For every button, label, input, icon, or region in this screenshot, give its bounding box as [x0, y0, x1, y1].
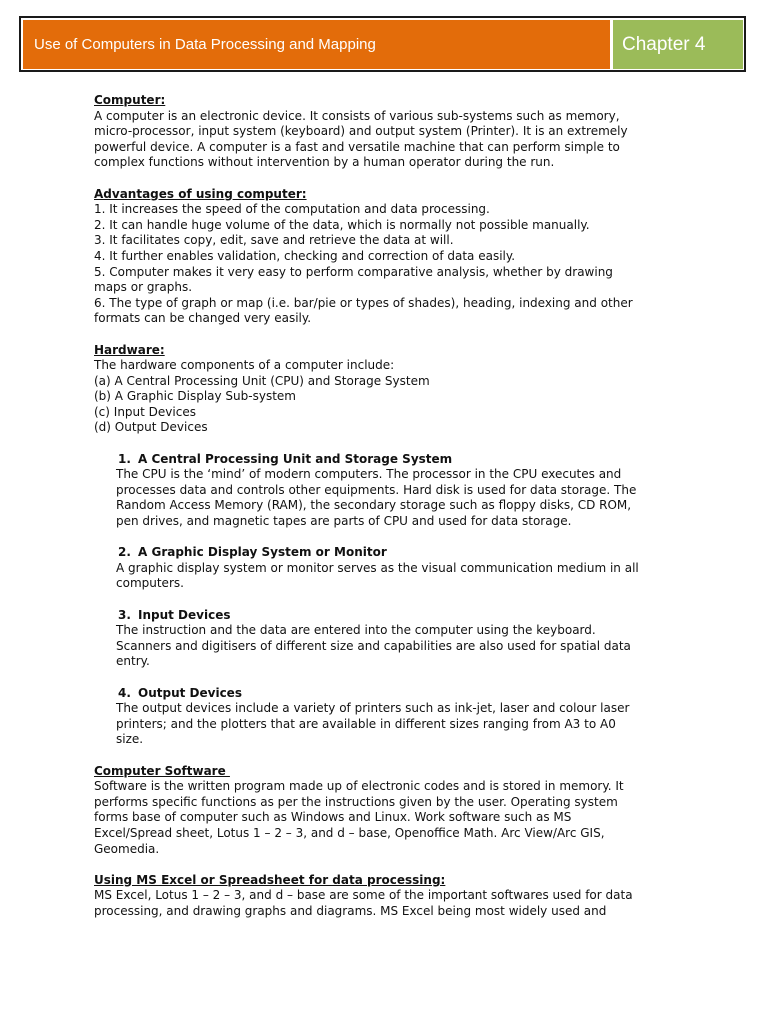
paragraph-line: computers. — [116, 576, 184, 591]
list-item: 1. It increases the speed of the computation and data processing. — [94, 202, 490, 217]
paragraph-line: Software is the written program made up of electronic codes and is stored in memory. It — [94, 779, 624, 794]
subsection-heading-cpu: 1. A Central Processing Unit and Storage System — [118, 451, 453, 466]
paragraph-line: processes data and controls other equipments. Hard disk is used for data storage. The — [116, 482, 637, 497]
list-item: (b) A Graphic Display Sub-system — [94, 389, 296, 404]
paragraph-line: size. — [116, 732, 144, 747]
section-heading-advantages: Advantages of using computer: — [94, 186, 307, 201]
list-item: 4. It further enables validation, checking and correction of data easily. — [94, 248, 516, 263]
subsection-heading-output: 4. Output Devices — [118, 685, 242, 700]
subsection-heading-input: 3. Input Devices — [118, 607, 231, 622]
list-item: 5. Computer makes it very easy to perform comparative analysis, whether by drawing — [94, 264, 613, 279]
chapter-number: Chapter 4 — [613, 20, 743, 69]
paragraph-line: processing, and drawing graphs and diagrams. MS Excel being most widely used and — [94, 903, 607, 918]
paragraph-line: Geomedia. — [94, 841, 160, 856]
paragraph-line: powerful device. A computer is a fast and versatile machine that can perform simple to — [94, 139, 620, 154]
paragraph-line: The instruction and the data are entered into the computer using the keyboard. — [116, 623, 596, 638]
paragraph-line: performs specific functions as per the instructions given by the user. Operating system — [94, 794, 618, 809]
paragraph-line: printers; and the plotters that are available in different sizes ranging from A3 to A0 — [116, 716, 616, 731]
list-item: formats can be changed very easily. — [94, 311, 312, 326]
paragraph-line: The CPU is the ‘mind’ of modern computers. The processor in the CPU executes and — [116, 467, 622, 482]
paragraph-line: Random Access Memory (RAM), the secondary storage such as floppy disks, CD ROM, — [116, 498, 632, 513]
list-item: maps or graphs. — [94, 280, 193, 295]
paragraph-line: Scanners and digitisers of different size and capabilities are also used for spatial data — [116, 638, 631, 653]
paragraph-line: MS Excel, Lotus 1 – 2 – 3, and d – base are some of the important softwares used for data — [94, 888, 633, 903]
list-item: (d) Output Devices — [94, 420, 208, 435]
list-item: (c) Input Devices — [94, 404, 196, 419]
paragraph-line: micro-processor, input system (keyboard) and output system (Printer). It is an extremely — [94, 124, 628, 139]
paragraph-line: entry. — [116, 654, 150, 669]
document-body — [94, 93, 684, 919]
section-heading-hardware: Hardware: — [94, 342, 165, 357]
paragraph-line: The hardware components of a computer include: — [94, 358, 395, 373]
section-heading-computer: Computer: — [94, 93, 166, 107]
list-item: (a) A Central Processing Unit (CPU) and Storage System — [94, 373, 430, 388]
paragraph-line: Excel/Spread sheet, Lotus 1 – 2 – 3, and d – base, Openoffice Math. Arc View/Arc GIS, — [94, 825, 605, 840]
paragraph-line: The output devices include a variety of printers such as ink-jet, laser and colour laser — [116, 701, 630, 716]
paragraph-line: A computer is an electronic device. It consists of various sub-systems such as memory, — [94, 108, 620, 123]
section-heading-software: Computer Software — [94, 763, 230, 778]
paragraph-line: forms base of computer such as Windows and Linux. Work software such as MS — [94, 810, 572, 825]
list-item: 6. The type of graph or map (i.e. bar/pie or types of shades), heading, indexing and other — [94, 295, 633, 310]
list-item: 3. It facilitates copy, edit, save and retrieve the data at will. — [94, 233, 454, 248]
paragraph-line: A graphic display system or monitor serves as the visual communication medium in all — [116, 560, 639, 575]
list-item: 2. It can handle huge volume of the data, which is normally not possible manually. — [94, 217, 590, 232]
subsection-heading-display: 2. A Graphic Display System or Monitor — [118, 545, 387, 560]
paragraph-line: pen drives, and magnetic tapes are parts of CPU and used for data storage. — [116, 514, 572, 529]
section-heading-excel: Using MS Excel or Spreadsheet for data processing: — [94, 872, 446, 887]
chapter-title: Use of Computers in Data Processing and Mapping — [23, 20, 610, 69]
paragraph-line: complex functions without intervention by a human operator during the run. — [94, 155, 555, 170]
